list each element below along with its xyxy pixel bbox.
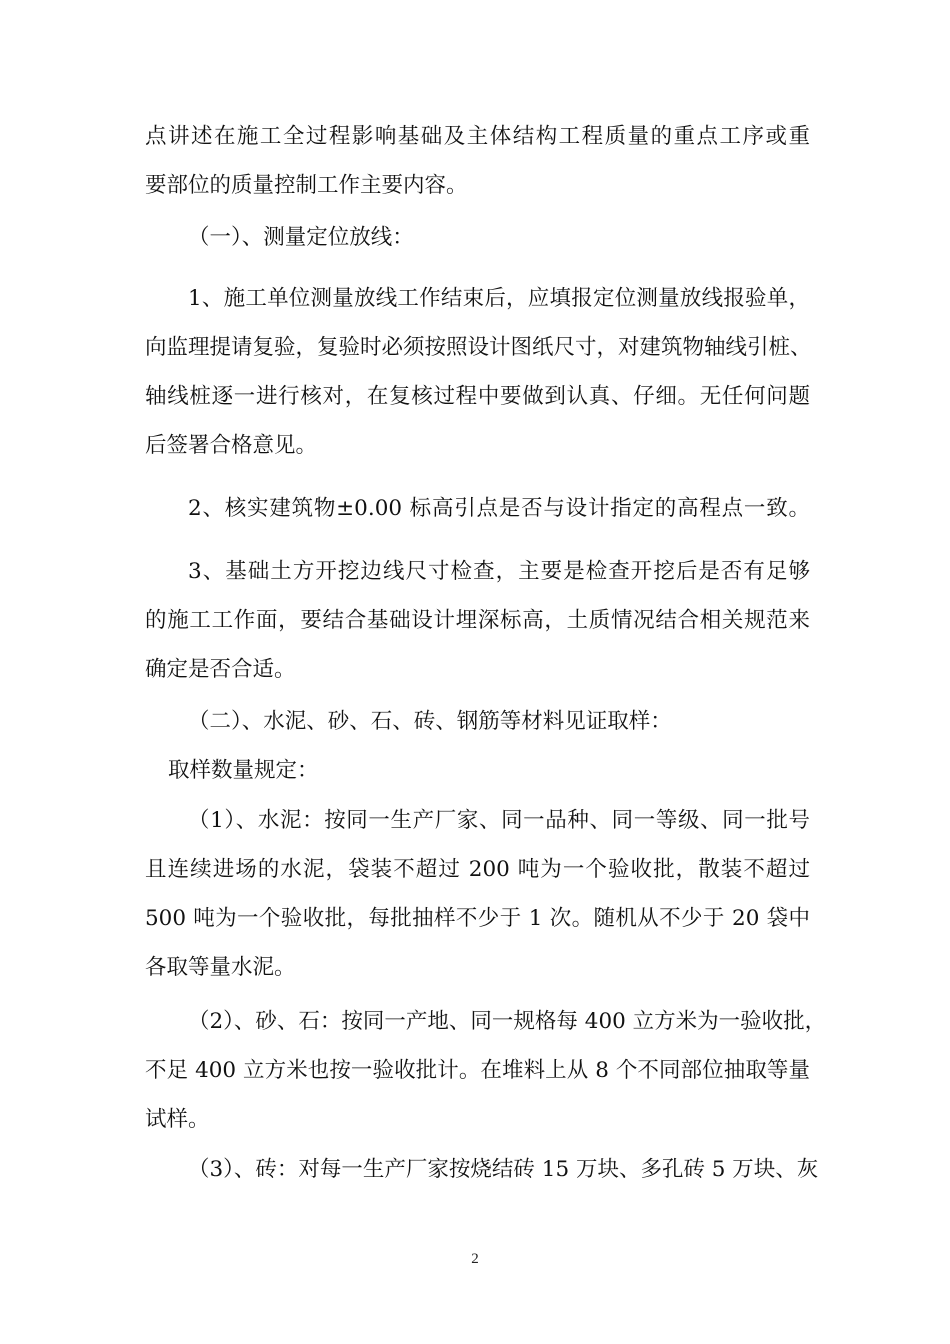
section-heading: （二）、水泥、砂、石、砖、钢筋等材料见证取样：	[188, 709, 672, 734]
text-line: 2、核实建筑物±0.00 标高引点是否与设计指定的高程点一致。	[188, 496, 810, 521]
text-line: 且连续进场的水泥，袋装不超过 200 吨为一个验收批，散装不超过	[145, 857, 810, 882]
text-line: 各取等量水泥。	[145, 955, 296, 980]
text-line: （2）、砂、石：按同一产地、同一规格每 400 立方米为一验收批，	[188, 1009, 827, 1034]
text-line: （1）、水泥：按同一生产厂家、同一品种、同一等级、同一批号	[188, 808, 810, 833]
text-line: 向监理提请复验，复验时必须按照设计图纸尺寸，对建筑物轴线引桩、	[145, 335, 812, 360]
text-line: （3）、砖：对每一生产厂家按烧结砖 15 万块、多孔砖 5 万块、灰	[188, 1157, 819, 1182]
text-line: 3、基础土方开挖边线尺寸检查，主要是检查开挖后是否有足够	[188, 559, 810, 584]
text-line: 要部位的质量控制工作主要内容。	[145, 173, 468, 198]
text-line: 试样。	[145, 1107, 210, 1132]
text-line: 取样数量规定：	[168, 758, 319, 783]
text-line: 1、施工单位测量放线工作结束后，应填报定位测量放线报验单，	[188, 286, 810, 311]
text-line: 500 吨为一个验收批，每批抽样不少于 1 次。随机从不少于 20 袋中	[145, 906, 810, 931]
text-line: 不足 400 立方米也按一验收批计。在堆料上从 8 个不同部位抽取等量	[145, 1058, 810, 1083]
section-heading: （一）、测量定位放线：	[188, 225, 414, 250]
text-line: 后签署合格意见。	[145, 433, 318, 458]
text-line: 轴线桩逐一进行核对，在复核过程中要做到认真、仔细。无任何问题	[145, 384, 810, 409]
text-line: 确定是否合适。	[145, 657, 296, 682]
text-line: 的施工工作面，要结合基础设计埋深标高，土质情况结合相关规范来	[145, 608, 810, 633]
text-line: 点讲述在施工全过程影响基础及主体结构工程质量的重点工序或重	[145, 124, 810, 149]
page-number: 2	[471, 1251, 479, 1267]
